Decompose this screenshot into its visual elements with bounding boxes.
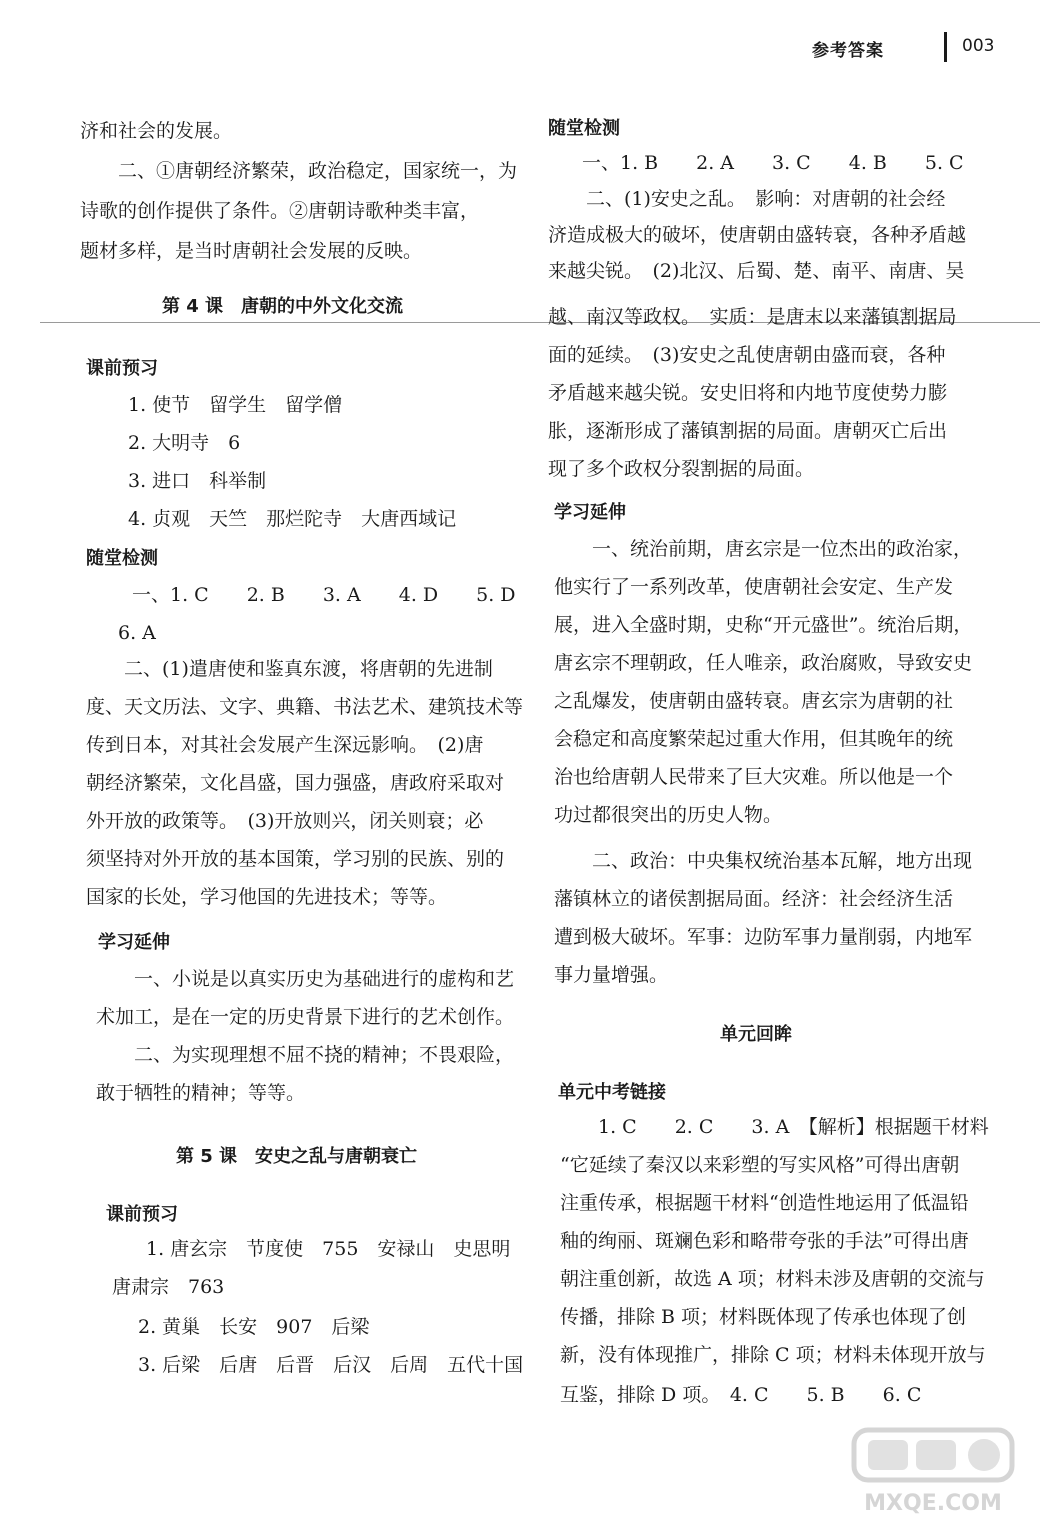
answer-line: 一、1. C 2. B 3. A 4. D 5. D (132, 584, 516, 606)
answer-line: 二、政治：中央集权统治基本瓦解，地方出现 (554, 850, 973, 872)
answer-line: 面的延续。 (3)安史之乱使唐朝由盛而衰，各种 (548, 344, 946, 366)
section-heading: 学习延伸 (98, 932, 170, 953)
answer-line: 釉的绚丽、斑斓色彩和略带夸张的手法”可得出唐 (560, 1230, 969, 1252)
answer-line: 矛盾越来越尖锐。安史旧将和内地节度使势力膨 (548, 382, 948, 404)
answer-line: 新，没有体现推广，排除 C 项；材料未体现开放与 (560, 1344, 986, 1366)
answer-line: 一、统治前期，唐玄宗是一位杰出的政治家， (554, 538, 973, 560)
answer-line: 国家的长处，学习他国的先进技术；等等。 (86, 886, 448, 908)
answer-line: 唐玄宗不理朝政，任人唯亲，政治腐败，导致安史 (554, 652, 973, 674)
answer-line: 二、(1)遣唐使和鉴真东渡，将唐朝的先进制 (86, 658, 493, 680)
answer-line: 一、小说是以真实历史为基础进行的虚构和艺 (96, 968, 515, 990)
text-line: 济和社会的发展。 (80, 120, 233, 142)
section-heading: 随堂检测 (548, 118, 620, 139)
section-heading: 随堂检测 (86, 548, 158, 569)
answer-line: “它延续了秦汉以来彩塑的写实风格”可得出唐朝 (560, 1154, 960, 1176)
answer-line: 现了多个政权分裂割据的局面。 (548, 458, 815, 480)
answer-line: 术加工，是在一定的历史背景下进行的艺术创作。 (96, 1006, 515, 1028)
section-heading: 单元中考链接 (558, 1082, 666, 1103)
answer-line: 4. 贞观 天竺 那烂陀寺 大唐西域记 (128, 508, 457, 530)
answer-line: 二、为实现理想不屈不挠的精神；不畏艰险， (96, 1044, 515, 1066)
answer-line: 朝经济繁荣，文化昌盛，国力强盛，唐政府采取对 (86, 772, 505, 794)
answer-line: 济造成极大的破坏，使唐朝由盛转衰，各种矛盾越 (548, 224, 967, 246)
answer-line: 度、天文历法、文字、典籍、书法艺术、建筑技术等 (86, 696, 524, 718)
answer-line: 互鉴，排除 D 项。 4. C 5. B 6. C (560, 1384, 922, 1406)
answer-line: 传播，排除 B 项；材料既体现了传承也体现了创 (560, 1306, 967, 1328)
answer-line: 注重传承，根据题干材料“创造性地运用了低温铅 (560, 1192, 969, 1214)
unit-title: 单元回眸 (720, 1024, 792, 1045)
answer-line: 之乱爆发，使唐朝由盛转衰。唐玄宗为唐朝的社 (554, 690, 954, 712)
lesson-title: 第 5 课 安史之乱与唐朝衰亡 (176, 1146, 418, 1167)
answer-line: 胀，逐渐形成了藩镇割据的局面。唐朝灭亡后出 (548, 420, 948, 442)
page-header (812, 32, 1012, 66)
answer-line: 2. 大明寺 6 (128, 432, 241, 454)
section-heading: 学习延伸 (554, 502, 626, 523)
answer-line: 传到日本，对其社会发展产生深远影响。 (2)唐 (86, 734, 484, 756)
answer-line: 越、南汉等政权。 实质：是唐末以来藩镇割据局 (548, 306, 957, 328)
answer-line: 他实行了一系列改革，使唐朝社会安定、生产发 (554, 576, 954, 598)
answer-line: 治也给唐朝人民带来了巨大灾难。所以他是一个 (554, 766, 954, 788)
answer-line: 来越尖锐。 (2)北汉、后蜀、楚、南平、南唐、吴 (548, 260, 965, 282)
answer-line: 一、1. B 2. A 3. C 4. B 5. C (582, 152, 964, 174)
answer-line: 功过都很突出的历史人物。 (554, 804, 783, 826)
answer-line: 展，进入全盛时期，史称“开元盛世”。统治后期， (554, 614, 973, 636)
answer-line: 事力量增强。 (554, 964, 669, 986)
answer-line: 唐肃宗 763 (112, 1276, 225, 1298)
answer-line: 朝注重创新，故选 A 项；材料未涉及唐朝的交流与 (560, 1268, 985, 1290)
answer-line: 2. 黄巢 长安 907 后梁 (138, 1316, 370, 1338)
header-title: 参考答案 (812, 41, 884, 61)
answer-line: 3. 后梁 后唐 后晋 后汉 后周 五代十国 (138, 1354, 524, 1376)
lesson-title: 第 4 课 唐朝的中外文化交流 (162, 296, 404, 317)
answer-line: 会稳定和高度繁荣起过重大作用，但其晚年的统 (554, 728, 954, 750)
answer-line: 外开放的政策等。 (3)开放则兴，闭关则衰；必 (86, 810, 484, 832)
answer-line: 1. 使节 留学生 留学僧 (128, 394, 343, 416)
answer-line: 藩镇林立的诸侯割据局面。经济：社会经济生活 (554, 888, 954, 910)
text-line: 题材多样，是当时唐朝社会发展的反映。 (80, 240, 423, 262)
answer-line: 敢于牺牲的精神；等等。 (96, 1082, 306, 1104)
header-divider (944, 32, 947, 62)
answer-line: 3. 进口 科举制 (128, 470, 267, 492)
answer-line: 二、(1)安史之乱。 影响：对唐朝的社会经 (548, 188, 946, 210)
answer-line: 1. C 2. C 3. A 【解析】根据题干材料 (560, 1116, 989, 1138)
answer-line: 1. 唐玄宗 节度使 755 安禄山 史思明 (146, 1238, 511, 1260)
answer-line: 须坚持对外开放的基本国策，学习别的民族、别的 (86, 848, 505, 870)
text-line: 诗歌的创作提供了条件。②唐朝诗歌种类丰富， (80, 200, 480, 222)
section-heading: 课前预习 (106, 1204, 178, 1225)
text-line: 二、①唐朝经济繁荣，政治稳定，国家统一，为 (80, 160, 518, 182)
section-heading: 课前预习 (86, 358, 158, 379)
watermark-logo (848, 1426, 1018, 1516)
watermark-text: MXQE.COM (864, 1491, 1002, 1516)
answer-line: 6. A (118, 622, 156, 644)
answer-line: 遭到极大破坏。军事：边防军事力量削弱，内地军 (554, 926, 973, 948)
page-number: 003 (962, 36, 995, 56)
